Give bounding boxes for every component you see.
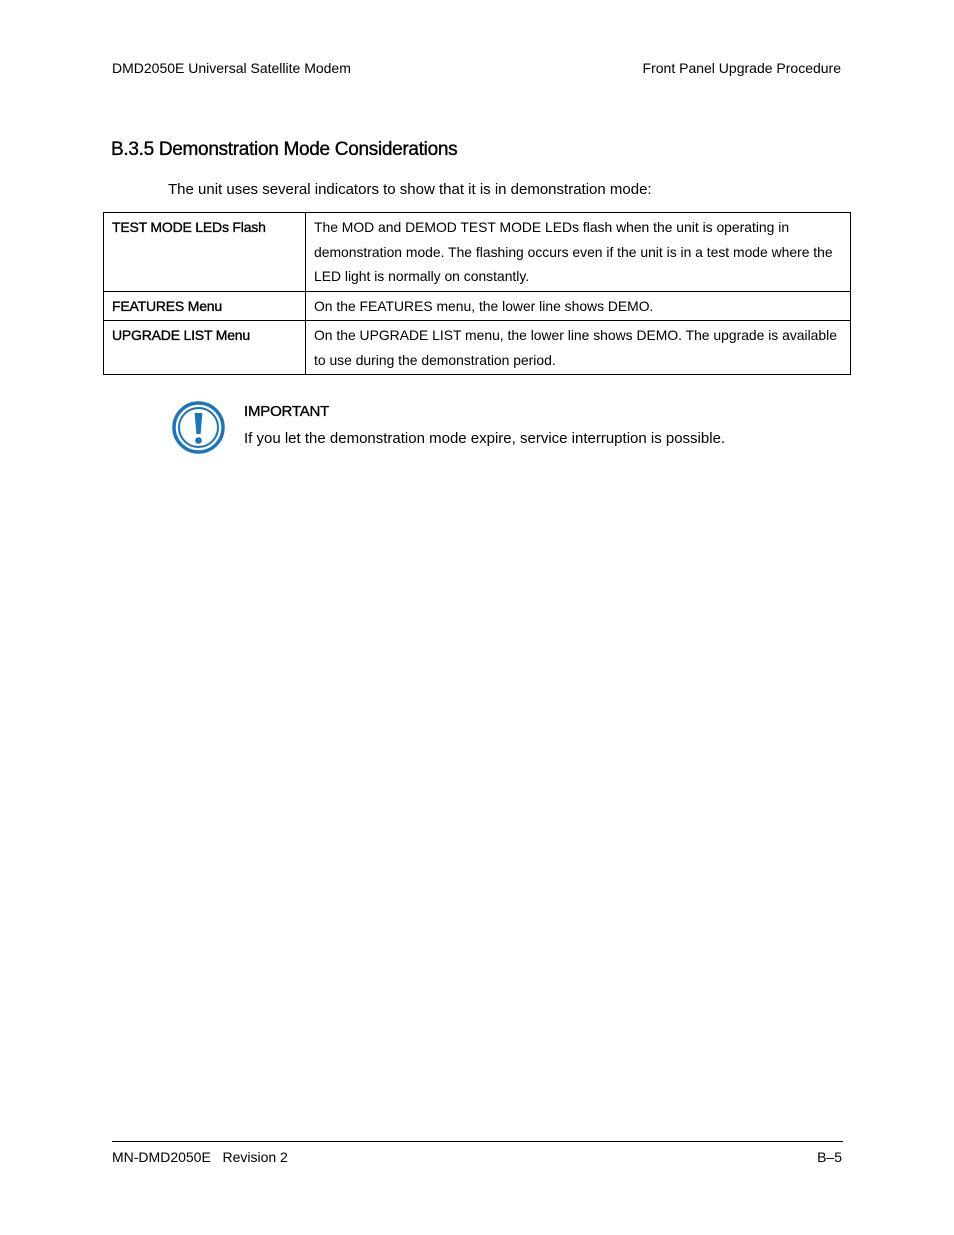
indicator-label: UPGRADE LIST Menu (104, 321, 306, 375)
running-header-right: Front Panel Upgrade Procedure (642, 60, 841, 76)
important-text: If you let the demonstration mode expire, service interruption is possible. (244, 430, 726, 447)
indicator-label: FEATURES Menu (104, 291, 306, 321)
footer-page-number: B–5 (817, 1149, 842, 1165)
indicator-description: The MOD and DEMOD TEST MODE LEDs flash when the unit is operating in demonstration mode. The flashing occurs even if the unit is in a test mode where the LED light is normally on constantly. (306, 213, 851, 292)
table-row (104, 213, 851, 292)
indicator-description: On the FEATURES menu, the lower line shows DEMO. (306, 291, 851, 321)
indicator-description: On the UPGRADE LIST menu, the lower line shows DEMO. The upgrade is available to use during the demonstration period. (306, 321, 851, 375)
table-row (104, 291, 851, 321)
indicator-label: TEST MODE LEDs Flash (104, 213, 306, 292)
important-title: IMPORTANT (244, 403, 330, 420)
running-header-left: DMD2050E Universal Satellite Modem (112, 60, 351, 76)
indicators-table (103, 212, 851, 375)
section-title: B.3.5 Demonstration Mode Considerations (111, 139, 458, 160)
footer-document-id: MN-DMD2050E Revision 2 (112, 1149, 288, 1165)
exclamation-circle-icon (171, 400, 226, 455)
footer-divider (112, 1141, 843, 1142)
intro-paragraph: The unit uses several indicators to show that it is in demonstration mode: (168, 181, 652, 198)
important-note (171, 398, 811, 458)
table-row (104, 321, 851, 375)
